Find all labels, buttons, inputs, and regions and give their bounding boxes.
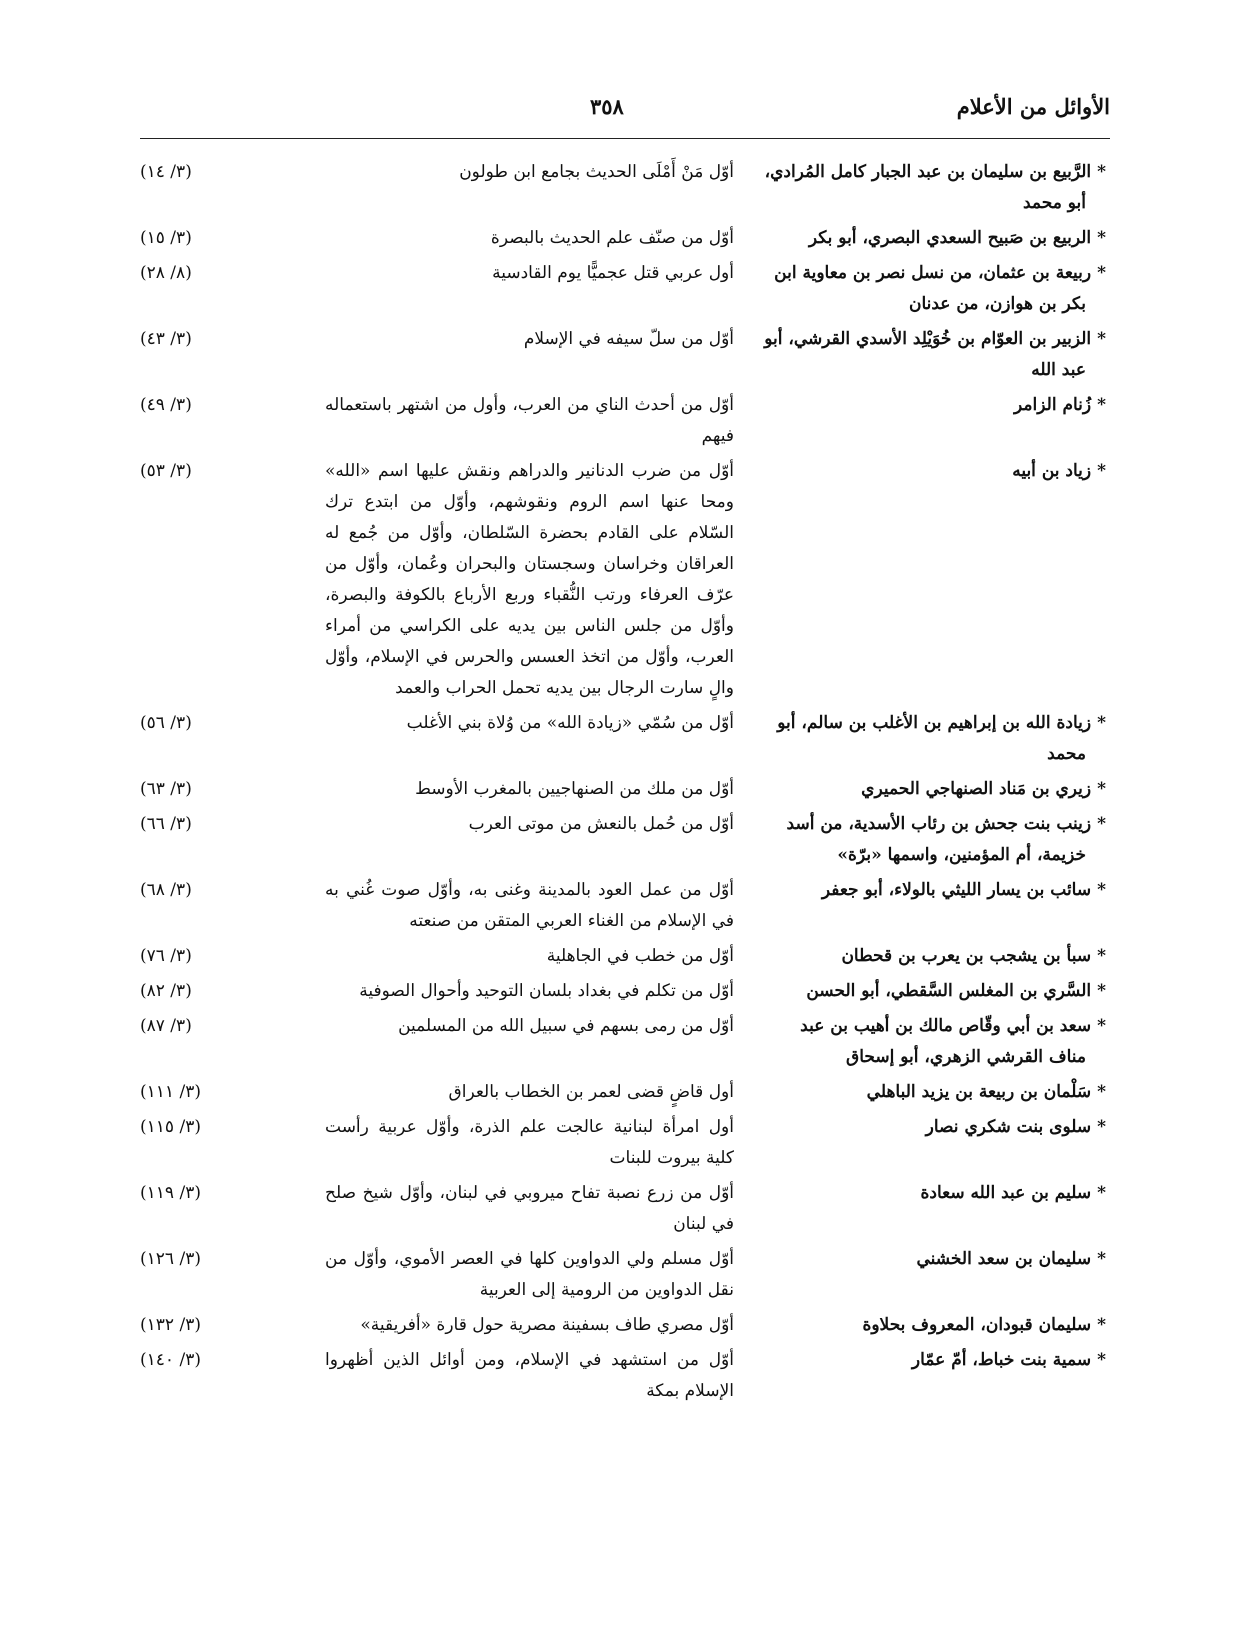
entry-reference: (٨/ ٢٨): [140, 263, 192, 283]
entry-description: أوّل من زرع نصبة تفاح ميروبي في لبنان، وأوّل شيخ صلح في لبنان: [325, 1183, 734, 1234]
entry-description: أوّل من سُمّي «زيادة الله» من وُلاة بني الأغلب: [406, 713, 734, 733]
entry-reference: (٣/ ١٣٢): [140, 1315, 201, 1335]
list-item: [140, 976, 1110, 1007]
entry-description: أوّل مَنْ أَمْلَى الحديث بجامع ابن طولون: [459, 162, 734, 182]
list-item: [140, 1112, 1110, 1174]
entry-description: أوّل من أحدث الناي من العرب، وأول من اشتهر باستعماله فيهم: [325, 395, 734, 446]
entry-description: أوّل مسلم ولي الدواوين كلها في العصر الأموي، وأوّل من نقل الدواوين من الرومية إلى العربية: [325, 1249, 734, 1300]
entry-name: زياد بن أبيه: [1012, 461, 1092, 481]
bullet-star-icon: *: [1097, 946, 1106, 966]
entry-name: زُنام الزامر: [1014, 395, 1092, 415]
list-item: [140, 1310, 1110, 1341]
running-title: الأوائل من الأعلام: [956, 94, 1110, 119]
entry-description: أوّل من خطب في الجاهلية: [546, 946, 734, 966]
list-item: [140, 324, 1110, 386]
bullet-star-icon: *: [1097, 162, 1106, 182]
entry-name: زينب بنت جحش بن رئاب الأسدية، من أسد خزيمة، أم المؤمنين، واسمها «برّة»: [786, 814, 1092, 865]
list-item: [140, 708, 1110, 770]
page-header: [140, 92, 1110, 139]
bullet-star-icon: *: [1097, 1082, 1106, 1102]
entry-description: أول قاضٍ قضى لعمر بن الخطاب بالعراق: [448, 1082, 734, 1102]
bullet-star-icon: *: [1097, 981, 1106, 1001]
bullet-star-icon: *: [1097, 263, 1106, 283]
entry-description: أوّل من ضرب الدنانير والدراهم ونقش عليها اسم «الله» ومحا عنها اسم الروم ونقوشهم، وأوّل من ابتدع ترك السّلام على القادم بحضرة السّلطان، وأوّل من جُمع له العراقان وخراسان وسجستان والبحران وعُمان، وأوّل من عرّف العرفاء ورتب النُّقباء وربع الأرباع بالكوفة والبصرة، وأوّل من جلس الناس بين يديه على الكراسي من أمراء العرب، وأوّل من اتخذ العسس والحرس في الإسلام، وأوّل والٍ سارت الرجال بين يديه تحمل الحراب والعمد: [325, 461, 734, 698]
page-number: ٣٥٨: [590, 94, 624, 119]
list-item: [140, 390, 1110, 452]
list-item: [140, 1077, 1110, 1108]
entry-reference: (٣/ ٦٦): [140, 814, 192, 834]
entry-description: أوّل مصري طاف بسفينة مصرية حول قارة «أفريقية»: [360, 1315, 734, 1335]
bullet-star-icon: *: [1097, 814, 1106, 834]
entry-reference: (٣/ ٦٣): [140, 779, 192, 799]
entry-name: سعد بن أبي وقّاص مالك بن أهيب بن عبد مناف القرشي الزهري، أبو إسحاق: [800, 1016, 1092, 1067]
entry-reference: (٣/ ٤٣): [140, 329, 192, 349]
bullet-star-icon: *: [1097, 228, 1106, 248]
bullet-star-icon: *: [1097, 713, 1106, 733]
entry-reference: (٣/ ٤٩): [140, 395, 192, 415]
entry-name: الربيع بن صَبيح السعدي البصري، أبو بكر: [808, 228, 1092, 248]
entry-name: سليم بن عبد الله سعادة: [920, 1183, 1092, 1203]
bullet-star-icon: *: [1097, 1249, 1106, 1269]
bullet-star-icon: *: [1097, 1016, 1106, 1036]
entry-name: زيري بن مَناد الصنهاجي الحميري: [861, 779, 1092, 799]
entry-reference: (٣/ ٦٨): [140, 880, 192, 900]
entry-name: ربيعة بن عثمان، من نسل نصر بن معاوية ابن بكر بن هوازن، من عدنان: [774, 263, 1092, 314]
bullet-star-icon: *: [1097, 779, 1106, 799]
bullet-star-icon: *: [1097, 395, 1106, 415]
list-item: [140, 1178, 1110, 1240]
list-item: [140, 258, 1110, 320]
list-item: [140, 456, 1110, 704]
entry-description: أوّل من عمل العود بالمدينة وغنى به، وأوّل صوت غُني به في الإسلام من الغناء العربي المتقن من صنعته: [325, 880, 734, 931]
entry-name: سائب بن يسار الليثي بالولاء، أبو جعفر: [821, 880, 1092, 900]
entry-reference: (٣/ ٨٧): [140, 1016, 192, 1036]
entry-description: أول عربي قتل عجميًّا يوم القادسية: [492, 263, 734, 283]
entry-reference: (٣/ ١٢٦): [140, 1249, 201, 1269]
bullet-star-icon: *: [1097, 1315, 1106, 1335]
entry-name: سبأ بن يشجب بن يعرب بن قحطان: [841, 946, 1092, 966]
bullet-star-icon: *: [1097, 1350, 1106, 1370]
list-item: [140, 157, 1110, 219]
entry-reference: (٣/ ١١٩): [140, 1183, 201, 1203]
list-item: [140, 941, 1110, 972]
entry-name: زيادة الله بن إبراهيم بن الأغلب بن سالم، أبو محمد: [777, 713, 1092, 764]
entry-description: أول امرأة لبنانية عالجت علم الذرة، وأوّل عربية رأست كلية بيروت للبنات: [325, 1117, 734, 1168]
bullet-star-icon: *: [1097, 329, 1106, 349]
entry-reference: (٣/ ١٤): [140, 162, 192, 182]
bullet-star-icon: *: [1097, 1117, 1106, 1137]
entry-description: أوّل من رمى بسهم في سبيل الله من المسلمين: [398, 1016, 734, 1036]
list-item: [140, 875, 1110, 937]
entry-reference: (٣/ ٨٢): [140, 981, 192, 1001]
entry-name: السَّري بن المغلس السَّقطي، أبو الحسن: [806, 981, 1092, 1001]
entry-name: سليمان قبودان، المعروف بحلاوة: [862, 1315, 1092, 1335]
list-item: [140, 1244, 1110, 1306]
entry-reference: (٣/ ١١١): [140, 1082, 201, 1102]
entry-description: أوّل من تكلم في بغداد بلسان التوحيد وأحوال الصوفية: [359, 981, 734, 1001]
entry-description: أوّل من ملك من الصنهاجيين بالمغرب الأوسط: [415, 779, 734, 799]
entry-reference: (٣/ ١١٥): [140, 1117, 201, 1137]
entry-description: أوّل من استشهد في الإسلام، ومن أوائل الذين أظهروا الإسلام بمكة: [325, 1350, 734, 1401]
entry-reference: (٣/ ١٥): [140, 228, 192, 248]
bullet-star-icon: *: [1097, 880, 1106, 900]
entry-name: سلوى بنت شكري نصار: [925, 1117, 1092, 1137]
entry-name: الزبير بن العوّام بن خُوَيْلِد الأسدي القرشي، أبو عبد الله: [764, 329, 1092, 380]
list-item: [140, 809, 1110, 871]
entry-name: سليمان بن سعد الخشني: [916, 1249, 1092, 1269]
list-item: [140, 774, 1110, 805]
entry-name: الرَّبيع بن سليمان بن عبد الجبار كامل المُرادي، أبو محمد: [764, 162, 1092, 213]
entry-reference: (٣/ ٧٦): [140, 946, 192, 966]
entry-description: أوّل من سلّ سيفه في الإسلام: [523, 329, 734, 349]
entry-name: سَلْمان بن ربيعة بن يزيد الباهلي: [866, 1082, 1092, 1102]
entry-reference: (٣/ ٥٣): [140, 461, 192, 481]
list-item: [140, 223, 1110, 254]
entries-list: [140, 157, 1110, 1407]
entry-name: سمية بنت خباط، أمّ عمّار: [911, 1350, 1092, 1370]
bullet-star-icon: *: [1097, 461, 1106, 481]
entry-description: أوّل من صنّف علم الحديث بالبصرة: [490, 228, 734, 248]
entry-description: أوّل من حُمل بالنعش من موتى العرب: [468, 814, 734, 834]
list-item: [140, 1011, 1110, 1073]
bullet-star-icon: *: [1097, 1183, 1106, 1203]
document-page: [140, 92, 1110, 1411]
entry-reference: (٣/ ٥٦): [140, 713, 192, 733]
list-item: [140, 1345, 1110, 1407]
entry-reference: (٣/ ١٤٠): [140, 1350, 201, 1370]
